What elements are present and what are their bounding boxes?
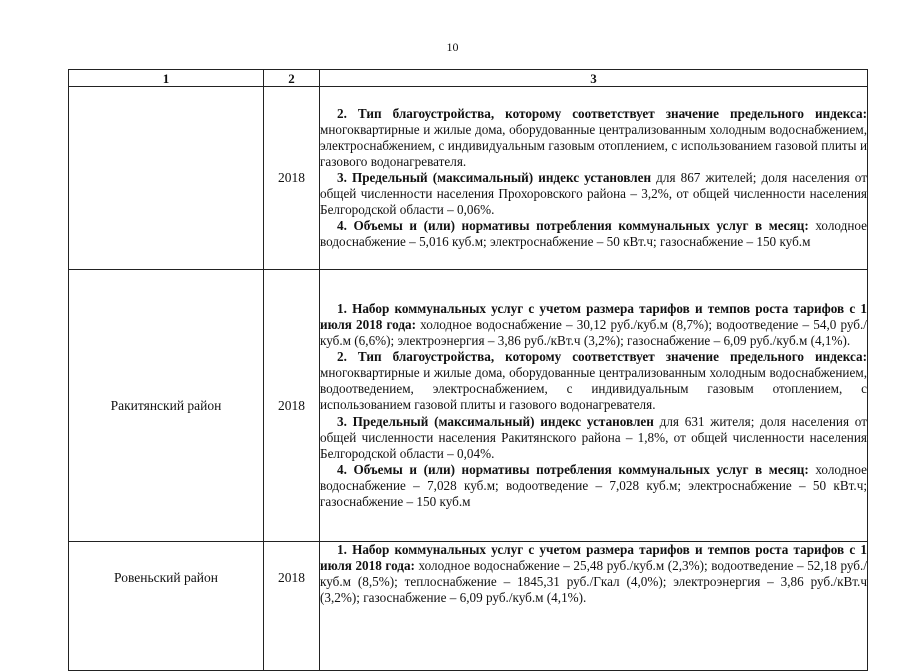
- region-cell: Ракитянский район: [69, 270, 264, 542]
- paragraph-text: холодное водоснабжение – 7,028 куб.м; водоотведение – 7,028 куб.м; электроснабжение – 50 кВт.ч; газоснабжение – 150 куб.м: [320, 461, 867, 510]
- paragraph-text: холодное водоснабжение – 25,48 руб./куб.м (2,3%); водоотведение – 52,18 руб./куб.м (8,5%); теплоснабжение – 1845,31 руб./Гкал (4,0%); электроэнергия – 3,86 руб./кВт.ч (3,2%); газоснабжение – 6,09 руб./куб.м (4,1%).: [320, 558, 867, 606]
- paragraph-text: многоквартирные и жилые дома, оборудованные централизованным холодным водоснабжением, водоотведением, электроснабжением, с индивидуальным газовым отоплением, с использованием газовой плиты и газового водонагревателя.: [320, 365, 867, 413]
- page-number: 10: [446, 40, 459, 54]
- paragraph: [320, 414, 867, 462]
- region-cell: [69, 87, 264, 270]
- column-header-3: 3: [320, 70, 868, 87]
- table-row: [69, 270, 868, 542]
- paragraph: [320, 462, 867, 510]
- column-header-2: 2: [264, 70, 320, 87]
- paragraph-heading: 2. Тип благоустройства, которому соответствует значение предельного индекса:: [337, 105, 867, 121]
- paragraph-heading: 3. Предельный (максимальный) индекс установлен: [337, 169, 652, 185]
- paragraph-text: холодное водоснабжение – 5,016 куб.м; электроснабжение – 50 кВт.ч; газоснабжение – 150 куб.м: [320, 218, 867, 250]
- paragraph-heading: 4. Объемы и (или) нормативы потребления коммунальных услуг в месяц:: [337, 218, 809, 234]
- year-cell: 2018: [264, 542, 320, 671]
- paragraph: [320, 218, 867, 250]
- table-row: [69, 87, 868, 270]
- column-header-1: 1: [69, 70, 264, 87]
- tariff-table: [68, 69, 868, 671]
- paragraph-text: для 631 жителя; доля населения от общей численности населения Ракитянского района – 1,8%, от общей численности населения Белгородской области – 0,04%.: [320, 413, 867, 461]
- paragraph: [320, 349, 867, 413]
- description-cell: [320, 542, 868, 671]
- table-row: [69, 542, 868, 671]
- paragraph: [320, 170, 867, 218]
- paragraph-heading: 3. Предельный (максимальный) индекс установлен: [337, 413, 654, 429]
- paragraph: [320, 301, 867, 349]
- paragraph-text: для 867 жителей; доля населения от общей численности населения Прохоровского района – 3,2%, от общей численности населения Белгородской области – 0,06%.: [320, 169, 867, 218]
- paragraph-heading: 4. Объемы и (или) нормативы потребления коммунальных услуг в месяц:: [337, 461, 809, 477]
- description-cell: [320, 87, 868, 270]
- table-header-row: [69, 70, 868, 87]
- paragraph-text: многоквартирные и жилые дома, оборудованные централизованным холодным водоснабжением, электроснабжением, с индивидуальным газовым отоплением, с использованием газовой плиты и газового водонагревателя.: [320, 121, 867, 169]
- paragraph: [320, 106, 867, 170]
- description-cell: [320, 270, 868, 542]
- paragraph-heading: 2. Тип благоустройства, которому соответствует значение предельного индекса:: [337, 349, 867, 365]
- paragraph: [320, 542, 867, 606]
- paragraph-heading: 1. Набор коммунальных услуг с учетом размера тарифов и темпов роста тарифов с 1 июля 2018 года:: [320, 542, 867, 574]
- year-cell: 2018: [264, 270, 320, 542]
- year-cell: 2018: [264, 87, 320, 270]
- region-cell: Ровеньский район: [69, 542, 264, 671]
- paragraph-heading: 1. Набор коммунальных услуг с учетом размера тарифов и темпов роста тарифов с 1 июля 2018 года:: [320, 300, 867, 332]
- paragraph-text: холодное водоснабжение – 30,12 руб./куб.м (8,7%); водоотведение – 54,0 руб./куб.м (6,6%); электроэнергия – 3,86 руб./кВт.ч (3,2%); газоснабжение – 6,09 руб./куб.м (4,1%).: [320, 316, 867, 349]
